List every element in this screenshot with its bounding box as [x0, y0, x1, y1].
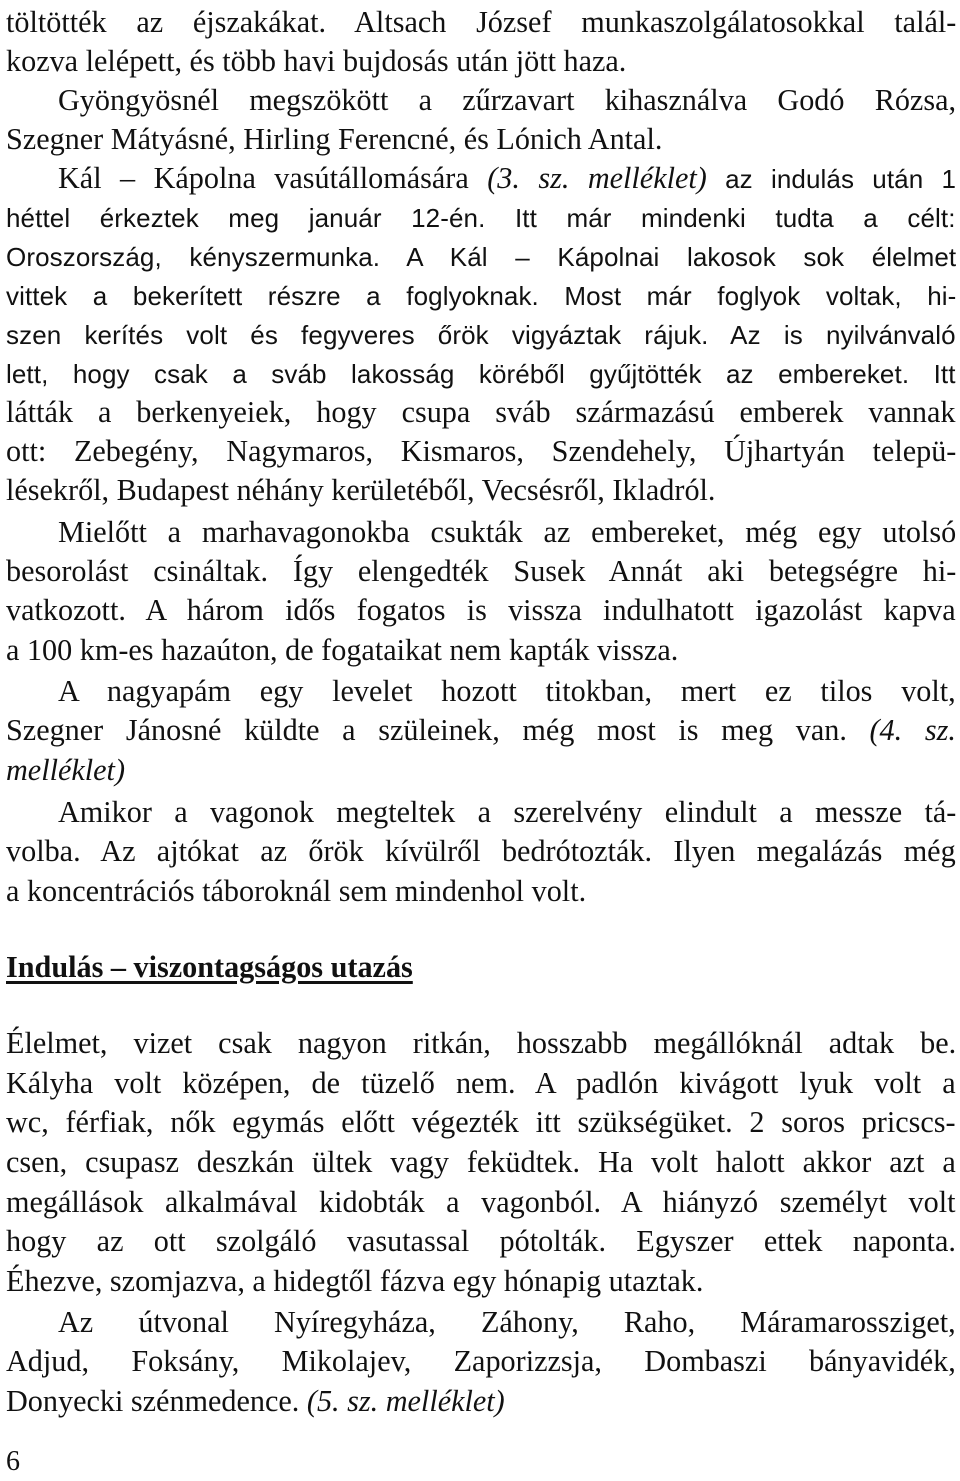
text-segment: Gyöngyösnél megszökött a zűrzavart kihasználva Godó Rózsa,	[58, 83, 957, 117]
text-segment: töltötték az éjszakákat. Altsach József munkaszolgálatosokkal talál-	[6, 5, 957, 39]
text-line	[6, 710, 956, 750]
text-segment: besorolást csináltak. Így elengedték Susek Annát aki betegségre hi-	[6, 554, 957, 588]
text-segment: látták a berkenyeiek, hogy csupa sváb származású emberek vannak	[6, 395, 956, 429]
italic-reference: (5. sz. melléklet)	[306, 1384, 505, 1418]
text-line	[6, 1102, 956, 1142]
text-segment: Éhezve, szomjazva, a hidegtől fázva egy hónapig utaztak.	[6, 1264, 704, 1298]
text-segment: a 100 km-es hazaúton, de fogataikat nem kapták vissza.	[6, 633, 679, 667]
text-segment: a koncentrációs táboroknál sem mindenhol volt.	[6, 874, 587, 908]
text-segment: héttel érkeztek meg január 12-én. Itt már mindenki tudta a célt:	[6, 203, 956, 233]
text-segment: Kál – Kápolna vasútállomására	[58, 161, 488, 195]
text-line	[6, 1142, 956, 1182]
text-line	[6, 314, 956, 355]
text-segment: wc, férfiak, nők egymás előtt végezték itt szükségüket. 2 soros pricscs-	[6, 1105, 956, 1139]
text-segment: Adjud, Foksány, Mikolajev, Zaporizzsja, Dombaszi bányavidék,	[6, 1344, 956, 1378]
text-segment: ott: Zebegény, Nagymaros, Kismaros, Szendehely, Újhartyán telepü-	[6, 434, 957, 468]
text-segment: lésekről, Budapest néhány kerületéből, Vecsésről, Ikladról.	[6, 473, 716, 507]
text-line	[6, 470, 715, 510]
text-segment: Mielőtt a marhavagonokba csukták az embereket, még egy utolsó	[58, 515, 957, 549]
text-line	[58, 671, 956, 711]
text-segment: kozva lelépett, és több havi bujdosás után jött haza.	[6, 44, 627, 78]
italic-reference: (3. sz. melléklet)	[487, 161, 707, 195]
text-segment: szen kerítés volt és fegyveres őrök vigyáztak rájuk. Az is nyilvánvaló	[6, 320, 956, 350]
text-line	[6, 236, 956, 277]
text-line	[6, 1341, 956, 1381]
text-line	[6, 1381, 505, 1421]
text-line	[6, 1261, 703, 1301]
text-line	[6, 1023, 956, 1063]
text-segment: volba. Az ajtókat az őrök kívülről bedrótozták. Ilyen megalázás még	[6, 834, 956, 868]
text-line	[6, 275, 956, 316]
text-line	[58, 80, 956, 120]
text-segment: megállások alkalmával kidobták a vagonból. A hiányzó személyt volt	[6, 1185, 956, 1219]
text-line	[6, 831, 956, 871]
text-segment: Az útvonal Nyíregyháza, Záhony, Raho, Máramarossziget,	[58, 1305, 956, 1339]
text-line	[6, 630, 678, 670]
text-line	[6, 871, 586, 911]
text-segment: vatkozott. A három idős fogatos is vissza indulhatott igazolást kapva	[6, 593, 956, 627]
text-line	[58, 792, 956, 832]
text-segment: Kályha volt középen, de tüzelő nem. A padlón kivágott lyuk volt a	[6, 1066, 956, 1100]
text-line	[6, 1182, 956, 1222]
text-line	[6, 551, 956, 591]
text-segment: hogy az ott szolgáló vasutassal pótolták. Egyszer ettek naponta.	[6, 1224, 956, 1258]
text-segment: Szegner Mátyásné, Hirling Ferencné, és Lónich Antal.	[6, 122, 663, 156]
text-line	[58, 512, 956, 552]
text-segment: lett, hogy csak a sváb lakosság köréből gyűjtötték az embereket. Itt	[6, 359, 956, 389]
italic-reference: (4. sz.	[869, 713, 956, 747]
text-line	[6, 590, 956, 630]
text-line	[6, 2, 956, 42]
text-line	[6, 1221, 956, 1261]
text-line	[6, 750, 125, 790]
text-line	[6, 392, 956, 432]
text-line	[6, 431, 956, 471]
text-segment: csen, csupasz deszkán ültek vagy feküdtek. Ha volt halott akkor azt a	[6, 1145, 956, 1179]
text-line	[58, 1302, 956, 1342]
section-heading: Indulás – viszontagságos utazás	[6, 950, 413, 984]
text-line	[6, 197, 956, 238]
italic-reference: melléklet)	[6, 753, 125, 787]
text-segment: Oroszország, kényszermunka. A Kál – Kápolnai lakosok sok élelmet	[6, 242, 957, 272]
text-segment: az indulás után 1	[706, 164, 957, 194]
text-segment: Élelmet, vizet csak nagyon ritkán, hosszabb megállóknál adtak be.	[6, 1026, 957, 1060]
text-line	[6, 353, 956, 394]
page-number: 6	[6, 1446, 20, 1477]
text-segment: Donyecki szénmedence.	[6, 1384, 307, 1418]
text-segment: A nagyapám egy levelet hozott titokban, mert ez tilos volt,	[58, 674, 956, 708]
text-segment: Szegner Jánosné küldte a szüleinek, még most is meg van.	[6, 713, 870, 747]
text-segment: vittek a bekerített részre a foglyoknak. Most már foglyok voltak, hi-	[6, 281, 957, 311]
text-line	[6, 41, 626, 81]
text-line	[58, 158, 956, 199]
text-line	[6, 1063, 956, 1103]
text-line	[6, 119, 662, 159]
text-segment: Amikor a vagonok megteltek a szerelvény elindult a messze tá-	[58, 795, 957, 829]
